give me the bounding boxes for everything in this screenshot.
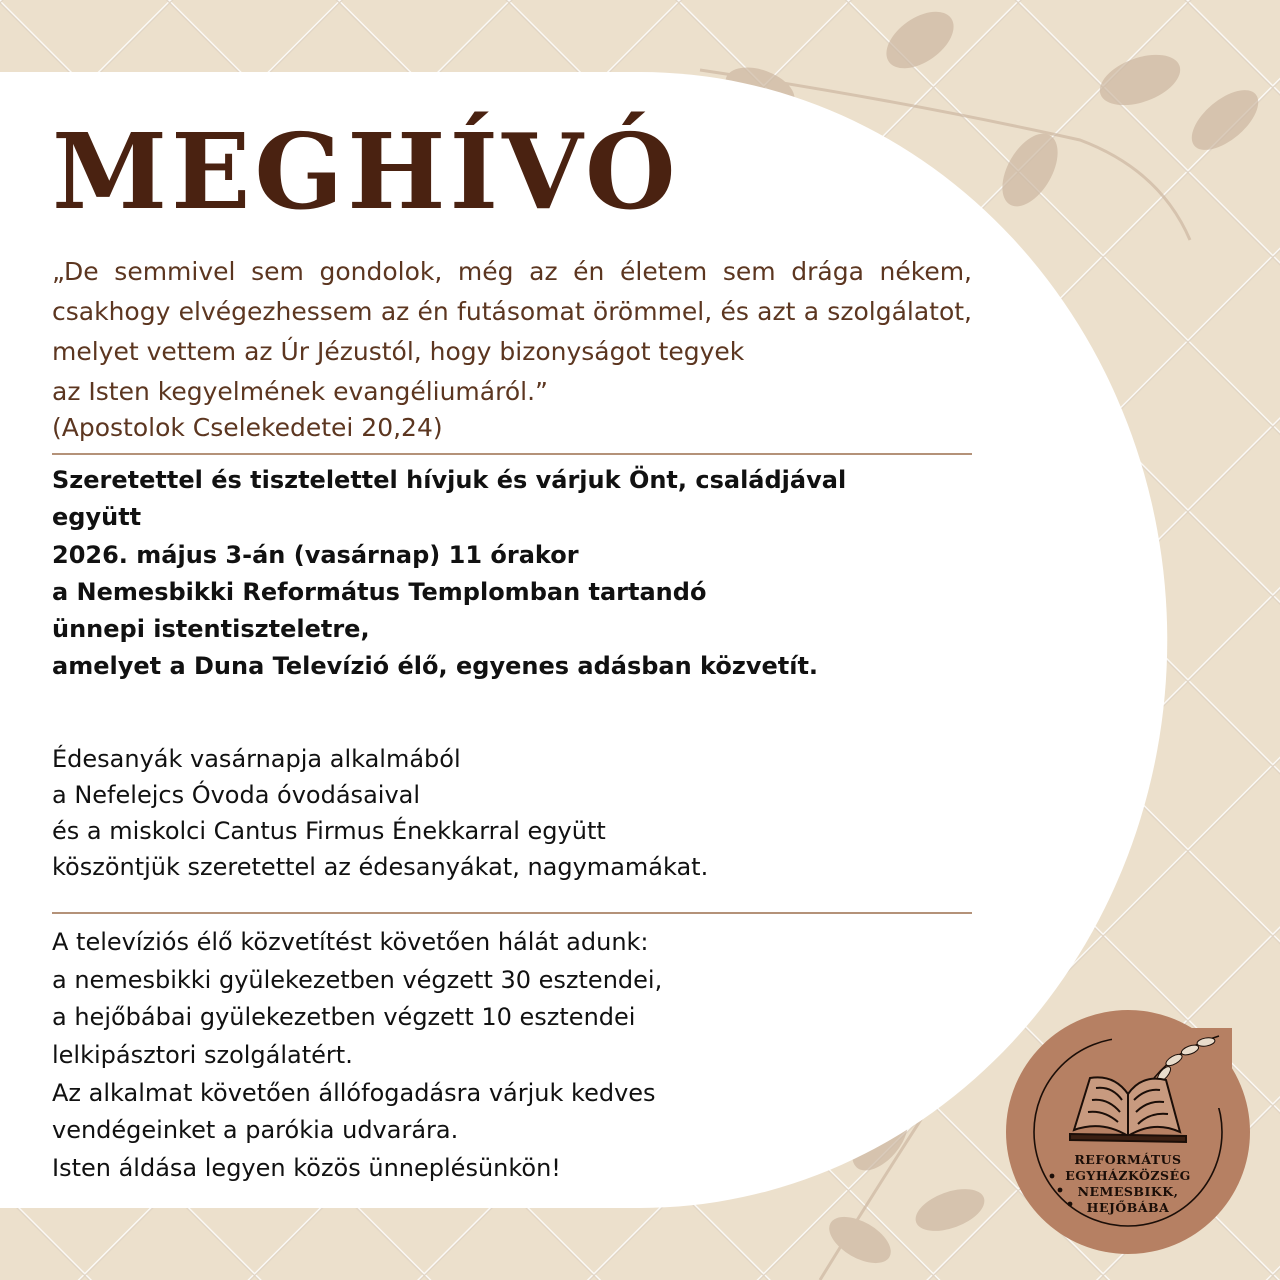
thanks-line: vendégeinket a parókia udvarára. <box>52 1116 459 1145</box>
quote-reference: (Apostolok Cselekedetei 20,24) <box>52 413 443 442</box>
thanks-line: Isten áldása legyen közös ünneplésünkön! <box>52 1154 561 1183</box>
bible-quote <box>52 252 972 372</box>
page-title: MEGHÍVÓ <box>52 110 680 233</box>
invitation-line: a Nemesbikki Református Templomban tartandó <box>52 577 707 606</box>
thanks-line: lelkipásztori szolgálatért. <box>52 1041 353 1070</box>
invitation-line: együtt <box>52 503 142 532</box>
church-logo-badge <box>1004 1008 1252 1256</box>
mothers-day-line: köszöntjük szeretettel az édesanyákat, nagymamákat. <box>52 853 709 881</box>
thanks-line: Az alkalmat követően állófogadásra várjuk kedves <box>52 1078 656 1107</box>
thanks-line: a nemesbikki gyülekezetben végzett 30 esztendei, <box>52 965 663 994</box>
invitation-block <box>52 462 846 686</box>
thanks-block <box>52 924 662 1188</box>
thanks-line: A televíziós élő közvetítést követően hálát adunk: <box>52 928 649 956</box>
badge-label: REFORMÁTUS EGYHÁZKÖZSÉG NEMESBIKK, HEJŐBÁBA <box>1065 1152 1191 1215</box>
mothers-day-line: a Nefelejcs Óvoda óvodásaival <box>52 781 421 809</box>
quote-body: „De semmivel sem gondolok, még az én életem sem drága nékem, csakhogy elvégezhessem az én futásomat örömmel, és azt a szolgálatot, melyet vettem az Úr Jézustól, hogy bizonyságot tegyek <box>52 257 972 366</box>
divider-bottom <box>52 912 972 914</box>
quote-last-line: az Isten kegyelmének evangéliumáról.” <box>52 377 548 406</box>
mothers-day-line: és a miskolci Cantus Firmus Énekkarral együtt <box>52 817 606 845</box>
invitation-line: ünnepi istentiszteletre, <box>52 615 370 644</box>
mothers-day-block <box>52 741 708 885</box>
thanks-line: a hejőbábai gyülekezetben végzett 10 esztendei <box>52 1003 636 1032</box>
open-book-icon <box>1004 1008 1252 1256</box>
invitation-line: 2026. május 3-án (vasárnap) 11 órakor <box>52 540 579 569</box>
invitation-line: amelyet a Duna Televízió élő, egyenes adásban közvetít. <box>52 652 819 681</box>
invitation-line: Szeretettel és tisztelettel hívjuk és várjuk Önt, családjával <box>52 466 847 494</box>
divider-top <box>52 453 972 455</box>
mothers-day-line: Édesanyák vasárnapja alkalmából <box>52 745 461 773</box>
